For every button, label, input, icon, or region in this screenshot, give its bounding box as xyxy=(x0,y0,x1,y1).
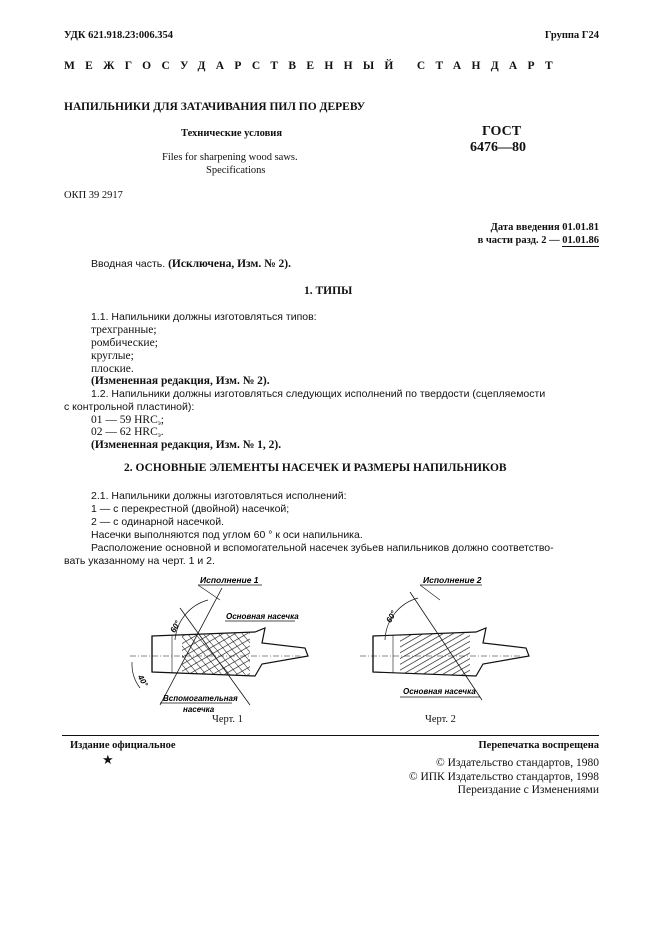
hardness-item: 02 — 62 $HRC_э$. xyxy=(91,426,164,439)
edit-note-1: (Измененная редакция, Изм. № 2). xyxy=(91,375,270,387)
intro-note: (Исключена, Изм. № 2). xyxy=(168,258,291,270)
fig1-angle-40: 40° xyxy=(135,673,150,689)
document-title: НАПИЛЬНИКИ ДЛЯ ЗАТАЧИВАНИЯ ПИЛ ПО ДЕРЕВУ xyxy=(64,101,366,113)
intro-date-label: Дата введения xyxy=(490,222,560,233)
fig1-main-cut: Основная насечка xyxy=(226,612,299,621)
star-icon: ★ xyxy=(102,752,114,767)
figure-1 xyxy=(130,575,308,714)
intro-line xyxy=(91,258,291,270)
hardness-item: 01 — 59 $HRC_э$; xyxy=(91,414,164,427)
standard-banner: МЕЖГОСУДАРСТВЕННЫЙ СТАНДАРТ xyxy=(64,60,563,72)
cut-angle-text: Насечки выполняются под углом 60 ° к оси напильника. xyxy=(91,529,363,541)
fig1-label: Исполнение 1 xyxy=(200,575,259,585)
intro-date-line1 xyxy=(491,222,599,233)
layout-line1: Расположение основной и вспомогательной насечек зубьев напильников должно соответство- xyxy=(91,542,554,554)
layout-line2: вать указанному на черт. 1 и 2. xyxy=(64,555,215,567)
fig1-angle-60: 60° xyxy=(168,619,183,635)
fig2-main-cut: Основная насечка xyxy=(403,687,476,696)
okp-code: ОКП 39 2917 xyxy=(64,190,123,201)
type-item: трехгранные; xyxy=(91,324,157,336)
type-item: ромбические; xyxy=(91,337,158,349)
copyright-1980: © Издательство стандартов, 1980 xyxy=(435,757,599,769)
intro-label: Вводная часть. xyxy=(91,258,166,270)
section2-heading: 2. ОСНОВНЫЕ ЭЛЕМЕНТЫ НАСЕЧЕК И РАЗМЕРЫ НАПИЛЬНИКОВ xyxy=(124,462,507,474)
official-edition: Издание официальное xyxy=(70,740,176,751)
reissue-note: Переиздание с Изменениями xyxy=(457,784,599,796)
copyright-1998: © ИПК Издательство стандартов, 1998 xyxy=(408,771,599,783)
fig1-aux-cut-line1: Вспомогательная xyxy=(163,694,238,703)
intro-date-part-value: 01.01.86 xyxy=(562,235,599,246)
footer-divider xyxy=(62,735,599,736)
paragraph-2-1: 2.1. Напильники должны изготовляться исполнений: xyxy=(91,490,347,502)
fig1-aux-cut-line2: насечка xyxy=(183,705,215,714)
udk-code: УДК 621.918.23:006.354 xyxy=(64,30,173,41)
gost-label: ГОСТ xyxy=(482,124,522,139)
intro-date-part-label: в части разд. 2 — xyxy=(477,235,560,246)
document-subtitle: Технические условия xyxy=(181,128,283,139)
type-item: плоские. xyxy=(91,363,134,375)
gost-number: 6476—80 xyxy=(470,140,526,155)
edit-note-2: (Измененная редакция, Изм. № 1, 2). xyxy=(91,439,282,451)
variant-2: 2 — с одинарной насечкой. xyxy=(91,516,225,528)
section1-heading: 1. ТИПЫ xyxy=(304,285,353,297)
figure-2 xyxy=(360,575,529,700)
paragraph-1-2-line1: 1.2. Напильники должны изготовляться следующих исполнений по твердости (сцепляемости xyxy=(91,388,546,400)
english-title-line2: Specifications xyxy=(206,165,266,176)
variant-1: 1 — с перекрестной (двойной) насечкой; xyxy=(91,503,290,515)
group-code: Группа Г24 xyxy=(544,30,599,41)
intro-date-line2 xyxy=(478,235,599,246)
fig2-angle-60: 60° xyxy=(384,609,399,625)
type-item: круглые; xyxy=(91,350,134,362)
file-drawings xyxy=(0,570,661,730)
english-title-line1: Files for sharpening wood saws. xyxy=(162,152,298,163)
paragraph-1-2-line2: с контрольной пластиной): xyxy=(64,401,195,413)
intro-date-value: 01.01.81 xyxy=(562,222,599,233)
fig2-caption: Черт. 2 xyxy=(425,714,456,725)
reprint-notice: Перепечатка воспрещена xyxy=(478,740,599,751)
paragraph-1-1: 1.1. Напильники должны изготовляться типов: xyxy=(91,311,317,323)
fig2-label: Исполнение 2 xyxy=(423,575,482,585)
fig1-caption: Черт. 1 xyxy=(212,714,243,725)
